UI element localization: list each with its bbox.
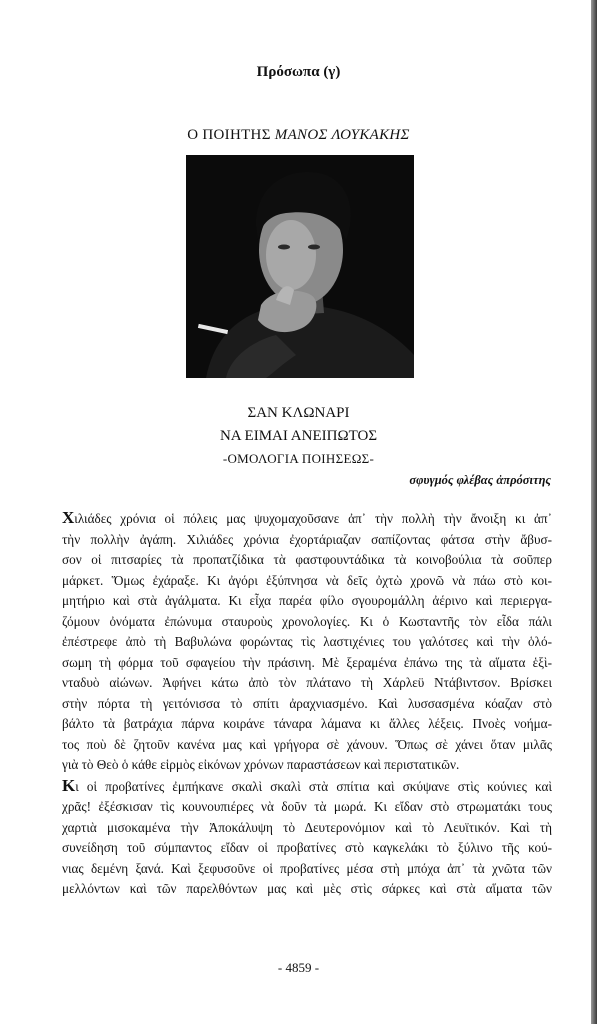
dropcap: Κ xyxy=(62,775,76,795)
page-number: - 4859 - xyxy=(277,960,320,975)
dropcap: Χ xyxy=(62,508,75,527)
text-line: μητήριο καὶ στὰ ἀγάλματα. Κι εἶχα παρέα φίλο σγουρομάλλη ἀέρινο καὶ περιεργα- xyxy=(62,593,552,608)
text-line: τος ποὺ δὲ ζητοῦν κανένα μας καὶ γρήγορα σὲ χάνουν. Ὅπως σὲ χάνει ὅταν μιλᾶς xyxy=(62,736,552,752)
text-line: Κι οἱ προβατίνες ἐμπήκανε σκαλὶ σκαλὶ στὰ σπίτια καὶ σκύψανε στὶς κούνιες καὶ xyxy=(62,775,552,795)
text-line: σωμη τὴ φόρμα τοῦ σφαγείου τὴν πράσινη. Μὲ ξεραμένα ἐπάνω της τὰ αἵματα ἑξὶ- xyxy=(62,654,552,670)
section-title: Πρόσωπα (γ) xyxy=(256,64,341,80)
poet-portrait-photo xyxy=(186,155,414,378)
text-line: στὴν πόρτα τὴ γειτόνισσα τὸ σπίτι ἀραχνιασμένο. Καὶ λυσσασμένα κόαζαν στὸ xyxy=(62,695,552,711)
text-line: σον οἱ πιτσαρίες τὰ προπατζίδικα τὰ φαστφουντάδικα τὰ κοινοβούλια τὰ σοῦπερ xyxy=(62,552,552,567)
text-line: μελλόντων καὶ τῶν παρελθόντων μας καὶ μὲς στὶς σάρκες καὶ στὰ αἵματα τῶν xyxy=(62,881,552,896)
poem-title-line1: ΣΑΝ ΚΛΩΝΑΡΙ xyxy=(247,405,350,421)
text-line: ἐπέστρεφε ἀπὸ τὴ Βαβυλώνα φορώντας τὶς λαστιχένιες του γαλότσες καὶ τὴν ὁλό- xyxy=(62,634,552,649)
portrait-photo-icon xyxy=(186,155,414,378)
text-line: μάρκετ. Ὅμως ἐχάραξε. Κι ἀγόρι ἐξύπνησα νὰ δεῖς ὀχτὼ χρονῶ νὰ πάω στὸ κοι- xyxy=(62,572,552,588)
epigraph: σφυγμός φλέβας ἀπρόσιτης xyxy=(409,473,551,487)
text-line: νιας δεμένη ξανά. Καὶ ξεφυσοῦνε οἱ προβατίνες μέσα στὴ μπόχα ἀπ᾽ τὰ χνῶτα τῶν xyxy=(62,860,552,876)
poem-subtitle: -ΟΜΟΛΟΓΙΑ ΠΟΙΗΣΕΩΣ- xyxy=(222,451,375,466)
text-line: χαρτιὰ μισοκαμένα τὴν Ἀποκάλυψη τὸ Δευτερονόμιον καὶ τὸ Λευϊτικόν. Καὶ τὴ xyxy=(62,819,552,835)
text-line: νταδυὸ αἰώνων. Ἀφήνει κάτω ἀπὸ τὸν πλάτανο τὴ Χάρλεϋ Ντάβιντσον. Βρίσκει xyxy=(62,675,552,690)
text-line: συνείδηση τοῦ σύμπαντος εἴδαν οἱ προβατίνες στὸ καγκελάκι τὸ ξύλινο τῆς κού- xyxy=(62,840,552,855)
paragraph-1 xyxy=(62,508,552,776)
body-text xyxy=(62,508,552,900)
text-line: τὴν πολλὴν ἀγάπη. Χιλιάδες χρόνια ἐχορτάριαζαν σαπίζοντας φάτσα στὴν ἄβυσ- xyxy=(62,531,552,547)
text-line: βάλτο τὰ βατράχια πάρνα κοιράνε τάναρα λάμανα κι ἄλλες λέξεις. Πνοὲς νοήμα- xyxy=(62,716,552,731)
poet-heading xyxy=(0,127,597,144)
text-line: χρᾶς! ἐξέσκισαν τὶς κουνουπιέρες νὰ δοῦν τὰ μωρά. Κι εἴδαν στὸ στρωματάκι τους xyxy=(62,799,552,814)
poet-label: Ο ΠΟΙΗΤΗΣ xyxy=(187,127,271,143)
text-line: γιὰ τὸ Θεὸ ὁ κάθε εἱρμὸς εἰκόνων χρόνων παραστάσεων καὶ περιστατικῶν. xyxy=(62,757,460,772)
poem-title-line2: ΝΑ ΕΙΜΑΙ ΑΝΕΙΠΩΤΟΣ xyxy=(219,428,378,444)
text-line: ζόμουν ὀνόματα ἐπώνυμα σταυροὺς χρονολογίες. Κι ὁ Κωσταντῆς τὸν εἶδα πάλι xyxy=(62,613,552,629)
text-line: Χιλιάδες χρόνια οἱ πόλεις μας ψυχομαχοῦσανε ἀπ᾽ τὴν πολλὴ τὴν ἄνοιξη κι ἀπ᾽ xyxy=(62,508,552,527)
paragraph-2 xyxy=(62,776,552,900)
page-edge xyxy=(591,0,597,1024)
poet-name: ΜΑΝΟΣ ΛΟΥΚΑΚΗΣ xyxy=(274,127,410,143)
